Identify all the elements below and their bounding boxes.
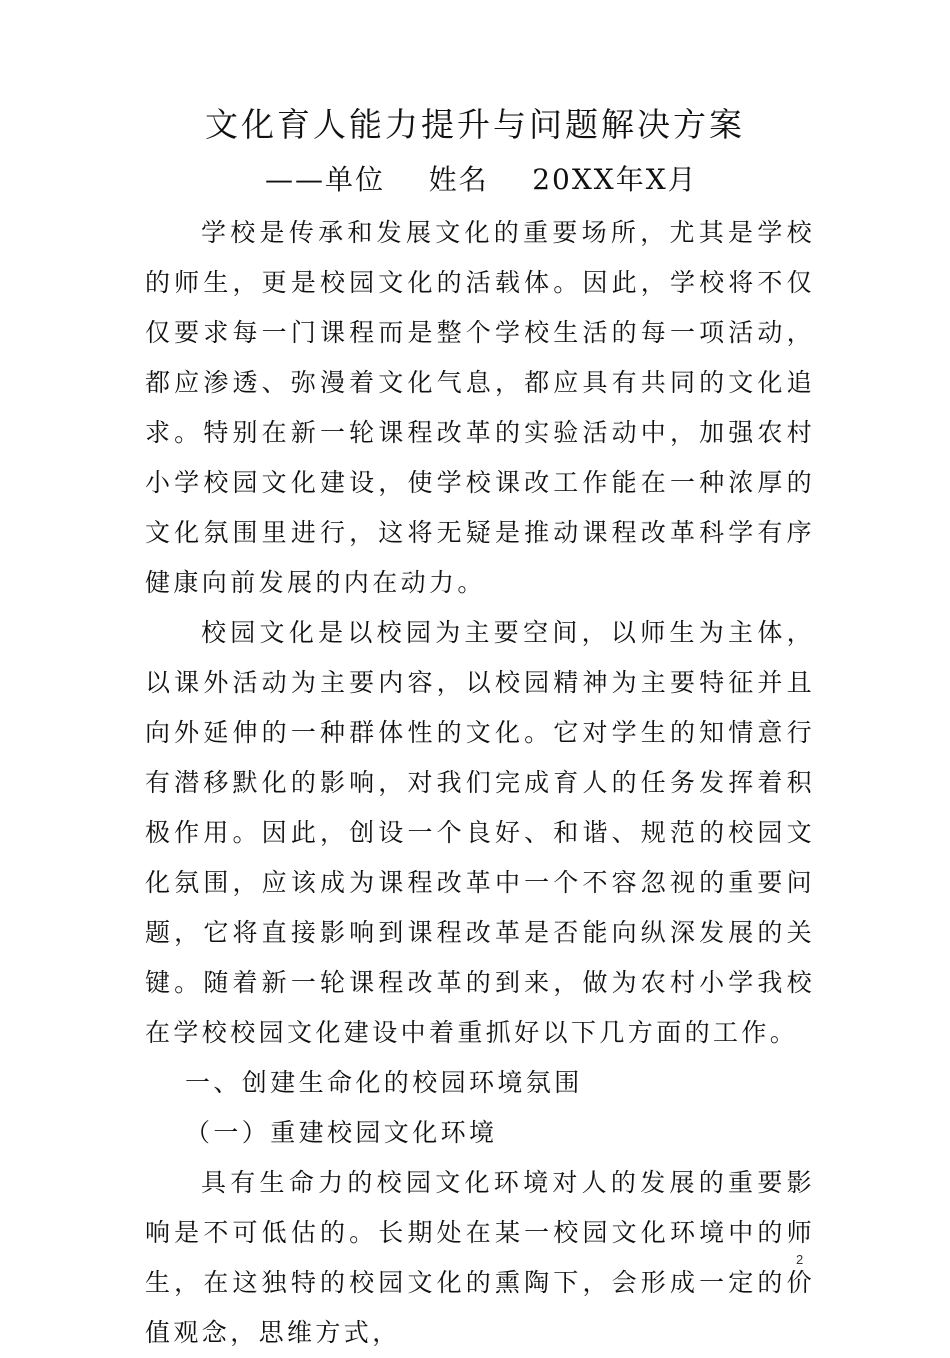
subsection-heading: （一）重建校园文化环境: [185, 1118, 498, 1147]
paragraph-2: 校园文化是以校园为主要空间，以师生为主体，以课外活动为主要内容，以校园精神为主要特征并且向外延伸的一种群体性的文化。它对学生的知情意行有潜移默化的影响，对我们完成育人的任务发挥着积极作用。因此，创设一个良好、和谐、规范的校园文化氛围，应该成为课程改革中一个不容忽视的重要问题，它将直接影响到课程改革是否能向纵深发展的关键。随着新一轮课程改革的到来，做为农村小学我校在学校校园文化建设中着重抓好以下几方面的工作。: [145, 618, 815, 1047]
document-byline: ——单位 姓名 20XX年X月: [265, 163, 698, 196]
section-heading: 一、创建生命化的校园环境氛围: [185, 1068, 583, 1097]
document-title: 文化育人能力提升与问题解决方案: [205, 105, 745, 144]
paragraph-1: 学校是传承和发展文化的重要场所，尤其是学校的师生，更是校园文化的活载体。因此，学校将不仅仅要求每一门课程而是整个学校生活的每一项活动，都应渗透、弥漫着文化气息，都应具有共同的文化追求。特别在新一轮课程改革的实验活动中，加强农村小学校园文化建设，使学校课改工作能在一种浓厚的文化氛围里进行，这将无疑是推动课程改革科学有序健康向前发展的内在动力。: [145, 218, 815, 597]
paragraph-3: 具有生命力的校园文化环境对人的发展的重要影响是不可低估的。长期处在某一校园文化环境中的师生，在这独特的校园文化的熏陶下，会形成一定的价值观念，思维方式，: [145, 1168, 815, 1347]
page-number: 2: [796, 1252, 804, 1267]
document-body: [145, 208, 815, 1358]
